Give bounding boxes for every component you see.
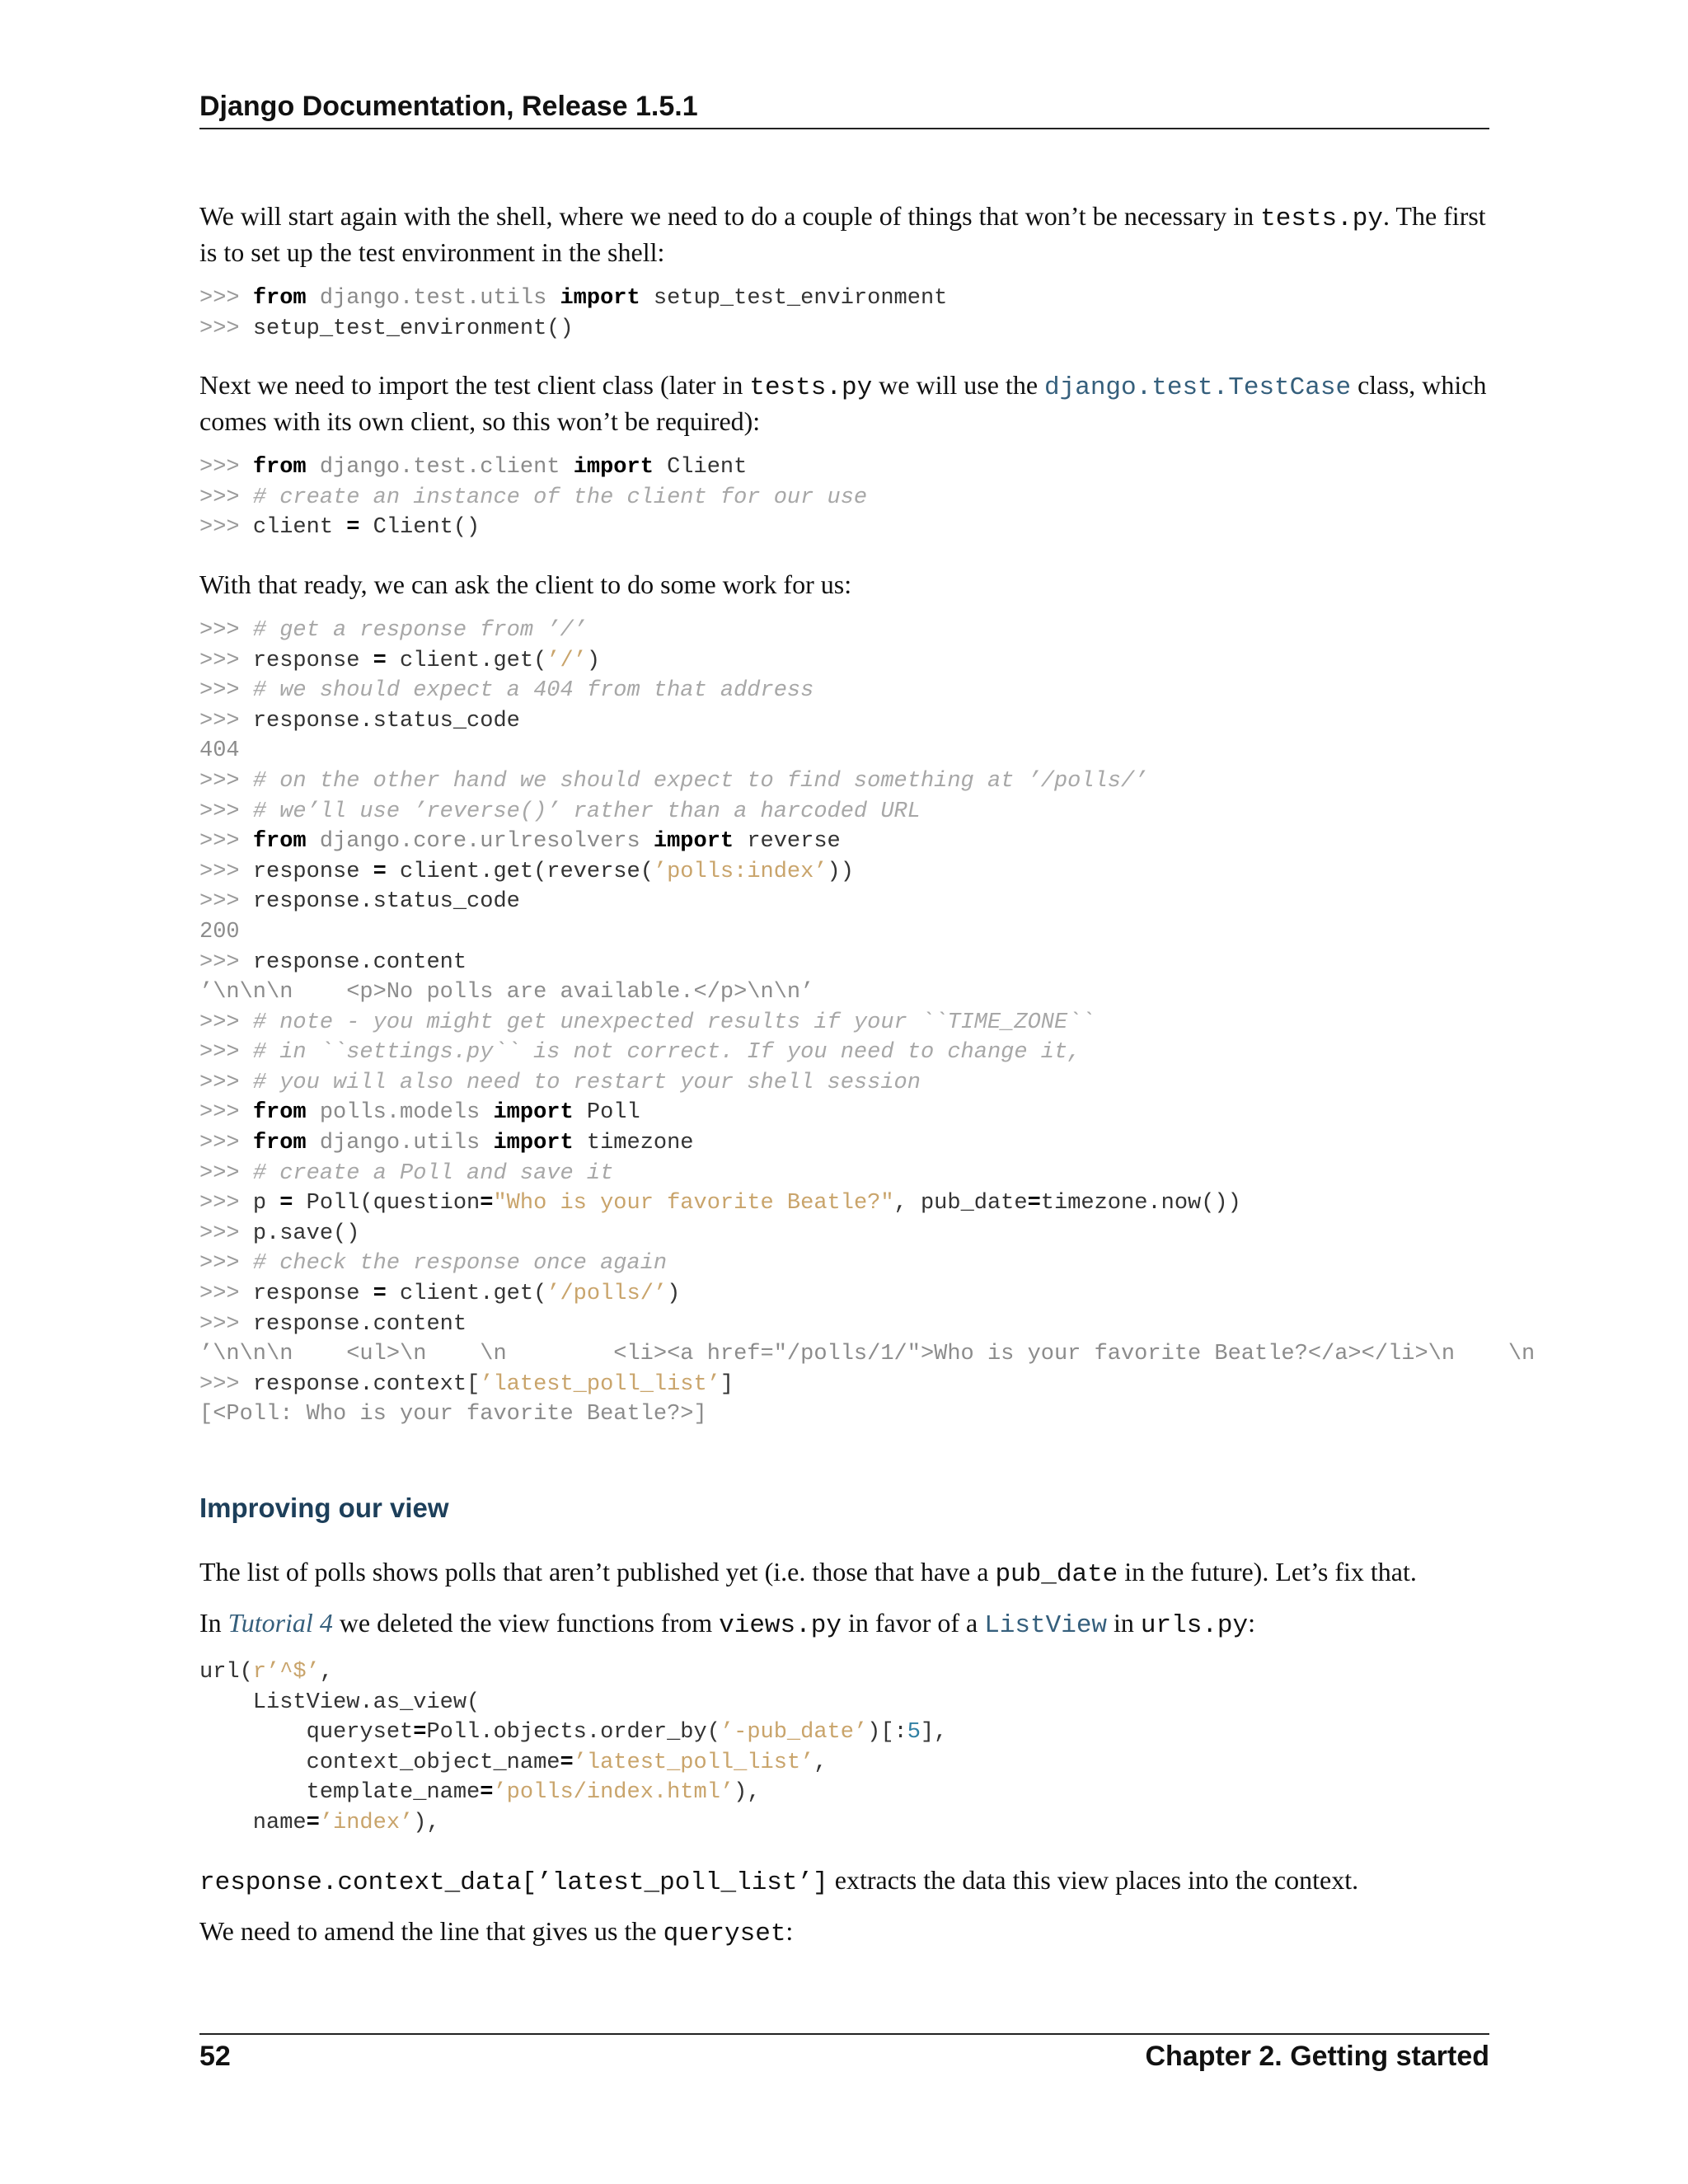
intro-paragraph-2: Next we need to import the test client class (later in tests.py we will use the django.test.TestCase class, which comes with its own client, so this won’t be required): — [199, 370, 1487, 437]
section-paragraph-1: The list of polls shows polls that aren’t published yet (i.e. those that have a pub_date in the future). Let’s fix that. — [199, 1557, 1417, 1589]
testcase-link[interactable]: django.test.TestCase — [1044, 373, 1352, 403]
listview-link[interactable]: ListView — [984, 1611, 1108, 1640]
section-paragraph-4: We need to amend the line that gives us the queryset: — [199, 1915, 794, 1948]
code-block-setup: >>> from django.test.utils import setup_test_environment >>> setup_test_environment() — [199, 286, 948, 341]
text: We will start again with the shell, where we need to do a couple of things that won’t be necessary in — [199, 201, 1261, 231]
code-block-session: >>> # get a response from ’/’ >>> response = client.get(’/’) >>> # we should expect a 404 from that address >>> response.status_code 404 >>> # on the other hand we should expect to find something at ’/polls/’ >>> # we’ll use ’reverse()’ rather than a harcoded URL >>> from django.core.urlresolvers import reverse >>> response = client.get(reverse(’polls:index’)) >>> response.status_code 200 >>> response.content ’\n\n\n <p>No polls are available.</p>\n\n’ >>> # note - you might get unexpected results if your ``TIME_ZONE`` >>> # in ``settings.py`` is not correct. If you need to change it, >>> # you will also need to restart your shell session >>> from polls.models import Poll >>> from django.utils import timezone >>> # create a Poll and save it >>> p = Poll(question="Who is your favorite Beatle?", pub_date=timezone.now()) >>> p.save() >>> # check the response once again >>> response = client.get(’/polls/’) >>> response.content ’\n\n\n <ul>\n \n <li><a href="/polls/1/">Who is your favorite Beatle?</a></li>\n \n >>> response.context[’latest_poll_list’] [<Poll: Who is your favorite Beatle?>] — [199, 617, 1536, 1427]
inline-code: tests.py — [1260, 204, 1383, 233]
inline-code: queryset — [663, 1919, 786, 1948]
chapter-title: Chapter 2. Getting started — [1145, 2041, 1489, 2072]
inline-code: urls.py — [1140, 1611, 1249, 1640]
inline-code: response.context_data[’latest_poll_list’] — [199, 1868, 828, 1897]
running-footer — [199, 2041, 1489, 2073]
section-paragraph-3: response.context_data[’latest_poll_list’] extracts the data this view places into the context. — [199, 1864, 1359, 1897]
section-paragraph-2: In Tutorial 4 we deleted the view functions from views.py in favor of a ListView in urls.py: — [199, 1608, 1256, 1640]
page-content — [199, 199, 1536, 1966]
intro-paragraph-1 — [199, 199, 1489, 269]
tutorial-4-link[interactable]: Tutorial 4 — [227, 1608, 333, 1638]
page-number: 52 — [199, 2041, 231, 2072]
text: . The first is to set up the test environment in the shell: — [199, 201, 1486, 267]
inline-code: views.py — [719, 1611, 842, 1640]
code-block-urls: url(r’^$’, ListView.as_view( queryset=Poll.objects.order_by(’-pub_date’)[:5], context_object_name=’latest_poll_list’, template_name=’polls/index.html’), name=’index’), — [199, 1660, 948, 1835]
section-heading: Improving our view — [199, 1493, 449, 1523]
code-block-client: >>> from django.test.client import Client >>> # create an instance of the client for our use >>> client = Client() — [199, 455, 868, 541]
intro-paragraph-3: With that ready, we can ask the client to do some work for us: — [199, 569, 852, 599]
inline-code: pub_date — [995, 1560, 1118, 1589]
running-header: Django Documentation, Release 1.5.1 — [199, 91, 1489, 129]
footer-divider — [199, 2033, 1489, 2035]
inline-code: tests.py — [749, 373, 873, 403]
